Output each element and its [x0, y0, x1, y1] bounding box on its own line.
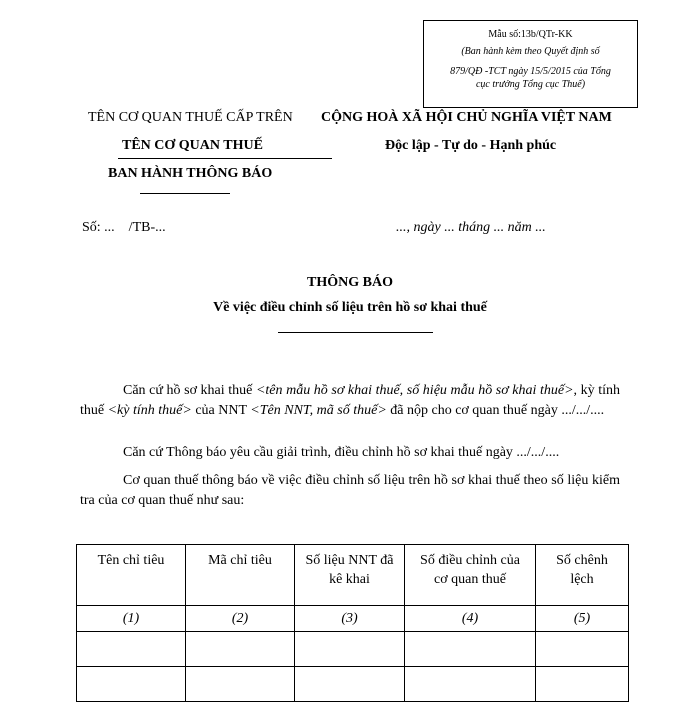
p1-period-placeholder: <kỳ tính thuế> — [107, 403, 192, 418]
agency-name: TÊN CƠ QUAN THUẾ — [122, 138, 263, 153]
table-number-row — [77, 606, 629, 632]
motto: Độc lập - Tự do - Hạnh phúc — [385, 138, 557, 153]
document-number: Số: ... /TB-... — [82, 220, 166, 235]
p1-dossier-placeholder: <tên mẫu hồ sơ khai thuế, số hiệu mẫu hồ sơ khai thuế> — [255, 383, 574, 398]
header-indicator-name: Tên chỉ tiêu — [77, 545, 186, 606]
col-number: (1) — [77, 606, 186, 632]
issuing-underline — [140, 193, 230, 194]
table-cell — [77, 667, 186, 702]
issued-line-2: 879/QĐ -TCT ngày 15/5/2015 của Tổng — [450, 66, 611, 77]
col-number: (5) — [536, 606, 629, 632]
table-cell — [186, 667, 295, 702]
p3-text: Cơ quan thuế thông báo về việc điều chỉnh số liệu trên hồ sơ khai thuế theo số liệu kiểm tra của cơ quan thuế như sau: — [80, 473, 620, 508]
table-cell — [77, 632, 186, 667]
header-difference: Số chênh lệch — [536, 545, 629, 606]
col-number: (4) — [405, 606, 536, 632]
table-row — [77, 667, 629, 702]
form-number-box — [423, 20, 638, 108]
issued-line-1: (Ban hành kèm theo Quyết định số — [461, 46, 600, 57]
adjustment-table — [76, 544, 629, 702]
agency-underline — [118, 158, 332, 159]
p1-taxpayer-placeholder: <Tên NNT, mã số thuế> — [250, 403, 387, 418]
col-number: (2) — [186, 606, 295, 632]
header-indicator-code: Mã chỉ tiêu — [186, 545, 295, 606]
p1-text-g: đã nộp cho cơ quan thuế ngày .../.../.... — [386, 403, 605, 418]
table-cell — [295, 667, 405, 702]
p1-text-c: , kỳ tính thuế — [80, 383, 621, 418]
notice-title: THÔNG BÁO — [307, 275, 393, 290]
table-header-row — [77, 545, 629, 606]
title-underline — [278, 332, 433, 333]
table-cell — [536, 632, 629, 667]
paragraph-2 — [80, 443, 620, 463]
table-cell — [186, 632, 295, 667]
col-number: (3) — [295, 606, 405, 632]
p2-text: Căn cứ Thông báo yêu cầu giải trình, điều chỉnh hồ sơ khai thuế ngày .../.../.... — [123, 445, 560, 460]
p1-text-a: Căn cứ hồ sơ khai thuế — [123, 383, 256, 398]
issuing-agency: BAN HÀNH THÔNG BÁO — [108, 166, 273, 181]
table-cell — [536, 667, 629, 702]
paragraph-1 — [80, 381, 620, 421]
table-cell — [405, 667, 536, 702]
notice-subtitle: Về việc điều chỉnh số liệu trên hồ sơ khai thuế — [213, 300, 487, 315]
paragraph-3 — [80, 471, 620, 511]
header-declared-figure: Số liệu NNT đã kê khai — [295, 545, 405, 606]
table-cell — [295, 632, 405, 667]
p1-text-e: của NNT — [191, 403, 251, 418]
document-date: ..., ngày ... tháng ... năm ... — [396, 220, 546, 235]
issued-line-3: cục trưởng Tổng cục Thuế) — [475, 79, 586, 90]
country-name: CỘNG HOÀ XÃ HỘI CHỦ NGHĨA VIỆT NAM — [321, 110, 612, 125]
header-adjusted-figure: Số điều chỉnh của cơ quan thuế — [405, 545, 536, 606]
table-cell — [405, 632, 536, 667]
form-number: Mẫu số:13b/QTr-KK — [488, 29, 573, 40]
table-row — [77, 632, 629, 667]
superior-agency: TÊN CƠ QUAN THUẾ CẤP TRÊN — [88, 110, 293, 125]
